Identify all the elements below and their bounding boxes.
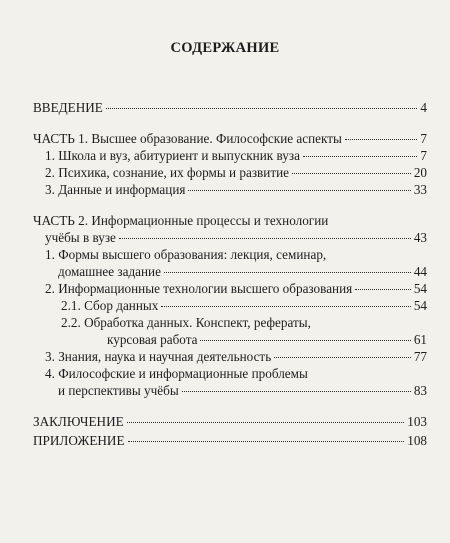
toc-entry-label: 2. Психика, сознание, их формы и развитие bbox=[45, 165, 290, 180]
toc-entry-2-1-line1: 1. Формы высшего образования: лекция, семинар, bbox=[45, 247, 327, 262]
dot-leader bbox=[106, 108, 418, 109]
page-title: СОДЕРЖАНИЕ bbox=[170, 40, 280, 56]
toc-entry-2-2-2-line1: 2.2. Обработка данных. Конспект, рефераты, bbox=[61, 315, 311, 330]
toc-entry-label: ПРИЛОЖЕНИЕ bbox=[33, 433, 125, 448]
toc-entry-label: 3. Знания, наука и научная деятельность bbox=[45, 349, 272, 364]
toc-entry-label: ВВЕДЕНИЕ bbox=[33, 100, 103, 115]
toc-entry-label: ЗАКЛЮЧЕНИЕ bbox=[33, 414, 124, 429]
toc-entry-part-2-line1: ЧАСТЬ 2. Информационные процессы и технологии bbox=[33, 213, 329, 228]
toc-page-number: 4 bbox=[420, 100, 427, 115]
toc-entry-label: 1. Школа и вуз, абитуриент и выпускник вуза bbox=[45, 148, 300, 163]
dot-leader bbox=[119, 238, 411, 239]
toc-page-number: 33 bbox=[413, 182, 427, 197]
dot-leader bbox=[355, 289, 411, 290]
toc-entry-label: ЧАСТЬ 1. Высшее образование. Философские аспекты bbox=[33, 131, 342, 146]
toc-entry-label: домашнее задание bbox=[58, 264, 161, 279]
toc-entry-appendix bbox=[33, 433, 427, 449]
dot-leader bbox=[182, 391, 411, 392]
dot-leader bbox=[200, 340, 410, 341]
toc-entry-2-4-line1: 4. Философские и информационные проблемы bbox=[45, 366, 308, 381]
toc-page-number: 20 bbox=[413, 165, 427, 180]
dot-leader bbox=[292, 173, 411, 174]
toc-entry-1-3 bbox=[45, 182, 427, 198]
toc-entry-2-2 bbox=[45, 281, 427, 297]
toc-entry-label: курсовая работа bbox=[107, 332, 198, 347]
toc-entry-part-1 bbox=[33, 131, 427, 147]
toc-entry-2-1 bbox=[58, 264, 427, 280]
toc-page-number: 7 bbox=[420, 131, 427, 146]
toc-entry-part-2 bbox=[45, 230, 427, 246]
toc-page-number: 108 bbox=[407, 433, 427, 448]
toc-page-number: 7 bbox=[420, 148, 427, 163]
toc-entry-2-4 bbox=[58, 383, 427, 399]
toc-entry-label: и перспективы учёбы bbox=[58, 383, 179, 398]
toc-entry-1-2 bbox=[45, 165, 427, 181]
toc-page-number: 61 bbox=[413, 332, 427, 347]
dot-leader bbox=[164, 272, 411, 273]
toc-page-number: 54 bbox=[413, 298, 427, 313]
toc-entry-label: учёбы в вузе bbox=[45, 230, 116, 245]
toc-entry-2-2-2 bbox=[107, 332, 427, 348]
toc-page-number: 43 bbox=[413, 230, 427, 245]
toc-page-number: 103 bbox=[407, 414, 427, 429]
toc-entry-label: 2. Информационные технологии высшего образования bbox=[45, 281, 353, 296]
dot-leader bbox=[188, 190, 410, 191]
toc-entry-label: 2.1. Сбор данных bbox=[61, 298, 159, 313]
toc-page-number: 44 bbox=[413, 264, 427, 279]
toc-entry-conclusion bbox=[33, 414, 427, 430]
dot-leader bbox=[128, 441, 405, 442]
toc-entry-label: 3. Данные и информация bbox=[45, 182, 186, 197]
toc-entry-2-3 bbox=[45, 349, 427, 365]
dot-leader bbox=[274, 357, 411, 358]
toc-entry-1-1 bbox=[45, 148, 427, 164]
toc-page-number: 83 bbox=[413, 383, 427, 398]
dot-leader bbox=[345, 139, 418, 140]
dot-leader bbox=[161, 306, 410, 307]
toc-entry-2-2-1 bbox=[61, 298, 427, 314]
dot-leader bbox=[303, 156, 417, 157]
dot-leader bbox=[127, 422, 405, 423]
toc-page-number: 54 bbox=[413, 281, 427, 296]
toc-entry-introduction bbox=[33, 100, 427, 116]
toc-page-number: 77 bbox=[413, 349, 427, 364]
